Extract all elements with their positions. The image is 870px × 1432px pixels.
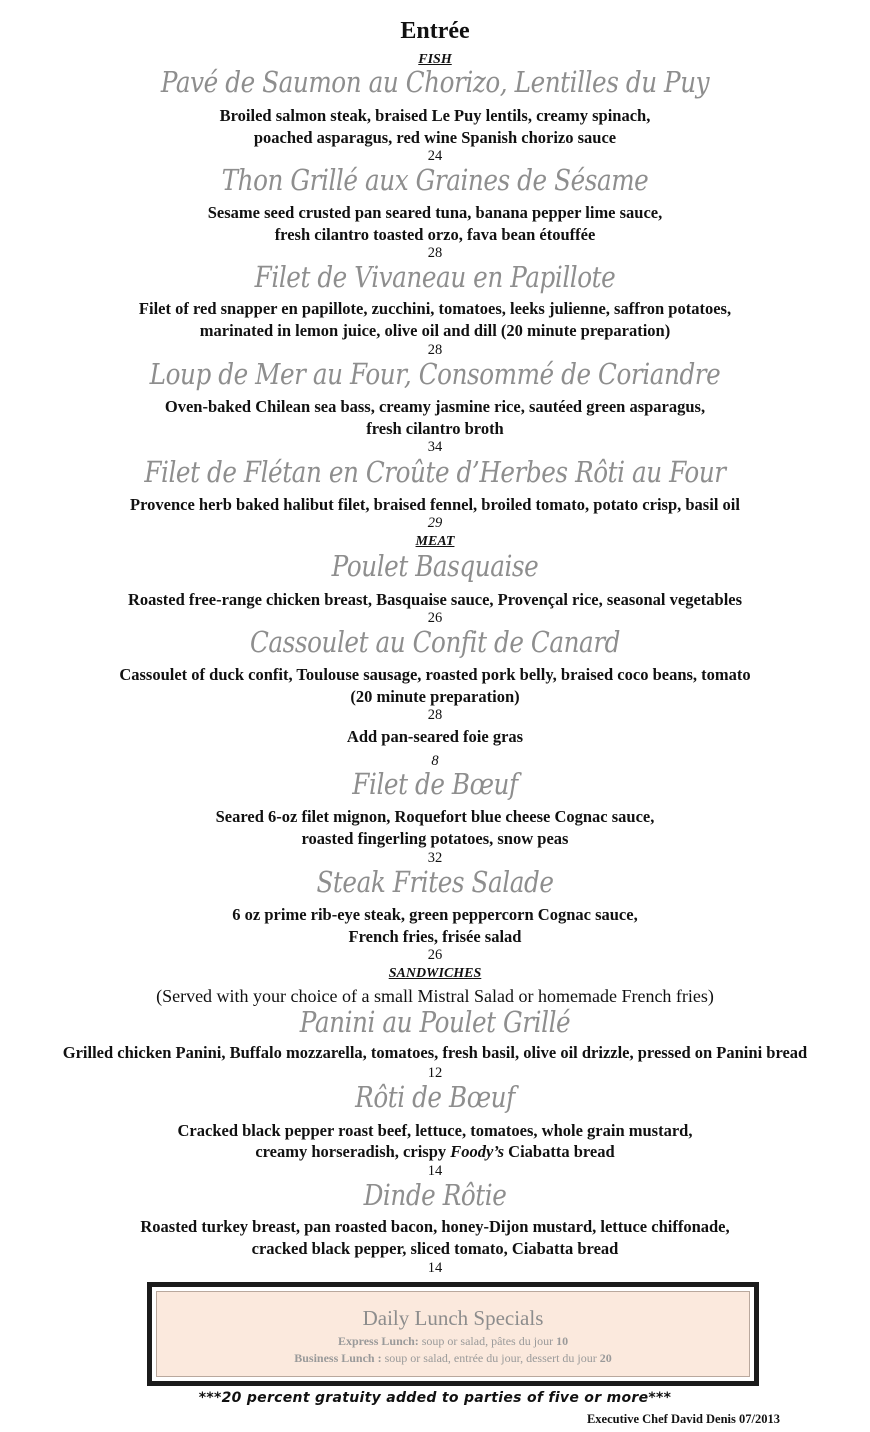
express-lunch-text: soup or salad, pâtes du jour: [418, 1334, 557, 1348]
dish-name: Filet de Vivaneau en Papillote: [254, 260, 616, 294]
dish-name: Steak Frites Salade: [316, 865, 554, 899]
dish-price: 29: [427, 515, 443, 531]
dish-description: Broiled salmon steak, braised Le Puy lentils, creamy spinach,: [219, 106, 651, 125]
dish-price: 32: [427, 850, 443, 866]
dish-description: marinated in lemon juice, olive oil and dill (20 minute preparation): [199, 321, 671, 340]
dish-description: Filet of red snapper en papillote, zucchini, tomatoes, leeks julienne, saffron potatoes,: [138, 299, 732, 318]
dish-description: (20 minute preparation): [350, 687, 520, 706]
express-lunch-price: 10: [556, 1334, 569, 1348]
dish-name: Filet de Bœuf: [352, 767, 518, 801]
dish-description: Cracked black pepper roast beef, lettuce, tomatoes, whole grain mustard,: [177, 1121, 693, 1140]
desc-text: Ciabatta bread: [504, 1142, 615, 1161]
dish-name: Filet de Flétan en Croûte d’Herbes Rôti au Four: [144, 455, 726, 489]
dish-description: cracked black pepper, sliced tomato, Ciabatta bread: [251, 1239, 619, 1258]
page-title: Entrée: [400, 18, 470, 44]
dish-description: fresh cilantro broth: [366, 419, 504, 438]
dish-description: Grilled chicken Panini, Buffalo mozzarella, tomatoes, fresh basil, olive oil drizzle, pressed on Panini bread: [62, 1043, 808, 1062]
business-lunch-price: 20: [599, 1351, 612, 1365]
dish-price: 14: [427, 1260, 443, 1276]
desc-text: creamy horseradish, crispy: [255, 1142, 451, 1161]
dish-name: Poulet Basquaise: [331, 549, 539, 583]
dish-price: 26: [427, 610, 443, 626]
dish-description: French fries, frisée salad: [348, 927, 522, 946]
dish-name: Rôti de Bœuf: [355, 1080, 515, 1114]
gratuity-note: ***20 percent gratuity added to parties of five or more***: [198, 1390, 672, 1406]
dish-price: 24: [427, 148, 443, 164]
daily-specials-panel: [156, 1291, 750, 1377]
chef-signature: Executive Chef David Denis 07/2013: [586, 1412, 780, 1426]
dish-description: poached asparagus, red wine Spanish chorizo sauce: [253, 128, 617, 147]
dish-addon: Add pan-seared foie gras: [346, 727, 524, 746]
dish-name: Pavé de Saumon au Chorizo, Lentilles du Puy: [160, 65, 710, 99]
dish-description: roasted fingerling potatoes, snow peas: [301, 829, 569, 848]
daily-specials-title: Daily Lunch Specials: [362, 1306, 544, 1330]
dish-name: Loup de Mer au Four, Consommé de Coriandre: [149, 357, 721, 391]
dish-description: 6 oz prime rib-eye steak, green peppercorn Cognac sauce,: [232, 905, 638, 924]
dish-description: fresh cilantro toasted orzo, fava bean étouffée: [274, 225, 596, 244]
dish-name: Dinde Rôtie: [363, 1178, 507, 1212]
desc-brand: Foody’s: [450, 1142, 505, 1161]
section-heading-fish: FISH: [418, 52, 452, 67]
business-lunch-line: [157, 1351, 749, 1366]
dish-description: Oven-baked Chilean sea bass, creamy jasmine rice, sautéed green asparagus,: [164, 397, 706, 416]
dish-price: 28: [427, 707, 443, 723]
section-heading-sandwiches: SANDWICHES: [388, 966, 482, 981]
dish-price: 28: [427, 245, 443, 261]
dish-description: Cassoulet of duck confit, Toulouse sausage, roasted pork belly, braised coco beans, tomato: [119, 665, 751, 684]
dish-price: 34: [427, 439, 443, 455]
dish-description: Roasted turkey breast, pan roasted bacon, honey-Dijon mustard, lettuce chiffonade,: [140, 1217, 730, 1236]
dish-description: Seared 6-oz filet mignon, Roquefort blue cheese Cognac sauce,: [215, 807, 655, 826]
dish-name: Thon Grillé aux Graines de Sésame: [221, 163, 649, 197]
dish-description: Roasted free-range chicken breast, Basquaise sauce, Provençal rice, seasonal vegetables: [127, 590, 743, 609]
dish-description: Provence herb baked halibut filet, braised fennel, broiled tomato, potato crisp, basil oil: [130, 495, 740, 514]
express-lunch-label: Express Lunch:: [337, 1334, 419, 1348]
business-lunch-label: Business Lunch :: [294, 1351, 382, 1365]
business-lunch-text: soup or salad, entrée du jour, dessert du jour: [381, 1351, 600, 1365]
sandwich-note: (Served with your choice of a small Mistral Salad or homemade French fries): [156, 986, 714, 1006]
dish-description: [0, 1141, 870, 1163]
dish-price: 28: [427, 342, 443, 358]
dish-addon-price: 8: [431, 753, 439, 769]
dish-name: Panini au Poulet Grillé: [299, 1005, 571, 1039]
dish-name: Cassoulet au Confit de Canard: [249, 625, 621, 659]
dish-description: Sesame seed crusted pan seared tuna, banana pepper lime sauce,: [207, 203, 663, 222]
dish-price: 12: [427, 1065, 443, 1081]
express-lunch-line: [157, 1334, 749, 1349]
dish-price: 26: [427, 947, 443, 963]
section-heading-meat: MEAT: [415, 534, 455, 549]
dish-price: 14: [427, 1163, 443, 1179]
daily-specials-box: [147, 1282, 759, 1386]
